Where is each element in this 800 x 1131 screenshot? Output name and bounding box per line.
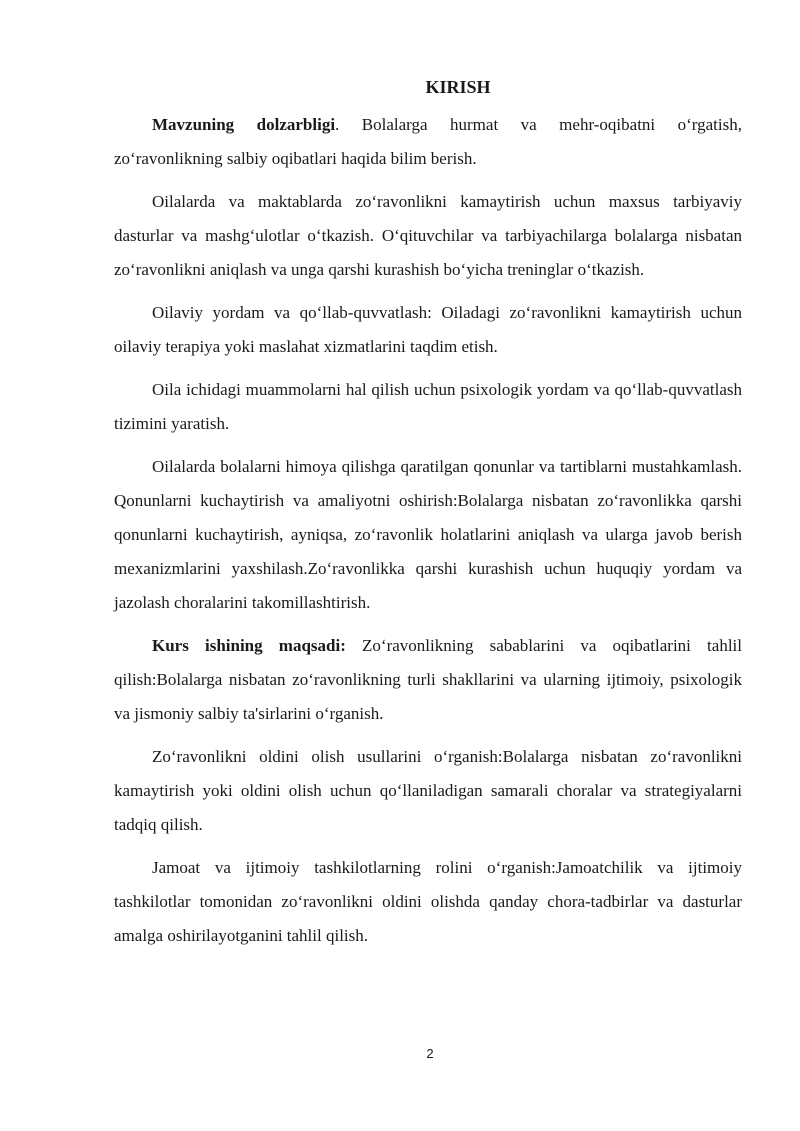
paragraph-relevance: [114, 108, 742, 176]
paragraph: [114, 740, 742, 842]
paragraph: [114, 851, 742, 953]
goal-heading: Kurs ishining maqsadi:: [152, 636, 346, 655]
paragraph: [114, 450, 742, 620]
paragraph-text: . Bolalarga hurmat va mehr-oqibatni o‘rgatish, zo‘ravonlikning salbiy oqibatlari haqida bilim berish.: [114, 115, 742, 168]
paragraph-text: Zo‘ravonlikning sabablarini va oqibatlarini tahlil qilish:Bolalarga nisbatan zo‘ravonlikning turli shakllarini va ularning ijtimoiy, psixologik va jismoniy salbiy ta'sirlarini o‘rganish.: [114, 636, 743, 723]
paragraph: [114, 296, 742, 364]
paragraph: [114, 185, 742, 287]
page-number: 2: [426, 1046, 434, 1061]
document-page: [114, 72, 742, 962]
paragraph-goal: [114, 629, 742, 731]
paragraph-text: Oilaviy yordam va qo‘llab-quvvatlash: Oiladagi zo‘ravonlikni kamaytirish uchun oilaviy terapiya yoki maslahat xizmatlarini taqdim etish.: [114, 303, 742, 356]
relevance-heading: Mavzuning dolzarbligi: [152, 115, 336, 134]
paragraph-text: Oila ichidagi muammolarni hal qilish uchun psixologik yordam va qo‘llab-quvvatlash tizimini yaratish.: [114, 380, 742, 433]
paragraph-text: Oilalarda va maktablarda zo‘ravonlikni kamaytirish uchun maxsus tarbiyaviy dasturlar va mashg‘ulotlar o‘tkazish. O‘qituvchilar va tarbiyachilarga bolalarga nisbatan zo‘ravonlikni aniqlash va unga qarshi kurashish bo‘yicha treninglar o‘tkazish.: [114, 192, 742, 279]
paragraph: [114, 373, 742, 441]
paragraph-text: Zo‘ravonlikni oldini olish usullarini o‘rganish:Bolalarga nisbatan zo‘ravonlikni kamaytirish yoki oldini olish uchun qo‘llaniladigan samarali choralar va strategiyalarni tadqiq qilish.: [114, 747, 742, 834]
paragraph-text: Oilalarda bolalarni himoya qilishga qaratilgan qonunlar va tartiblarni mustahkamlash. Qonunlarni kuchaytirish va amaliyotni oshirish:Bolalarga nisbatan zo‘ravonlikka qarshi qonunlarni kuchaytirish, ayniqsa, zo‘ravonlik holatlarini aniqlash va ularga javob berish mexanizmlarini yaxshilash.Zo‘ravonlikka qarshi kurashish uchun huquqiy yordam va jazolash choralarini takomillashtirish.: [114, 457, 742, 612]
paragraph-text: Jamoat va ijtimoiy tashkilotlarning rolini o‘rganish:Jamoatchilik va ijtimoiy tashkilotlar tomonidan zo‘ravonlikni oldini olishda qanday chora-tadbirlar va dasturlar amalga oshirilayotganini tahlil qilish.: [114, 858, 742, 945]
section-title: KIRISH: [425, 77, 491, 97]
